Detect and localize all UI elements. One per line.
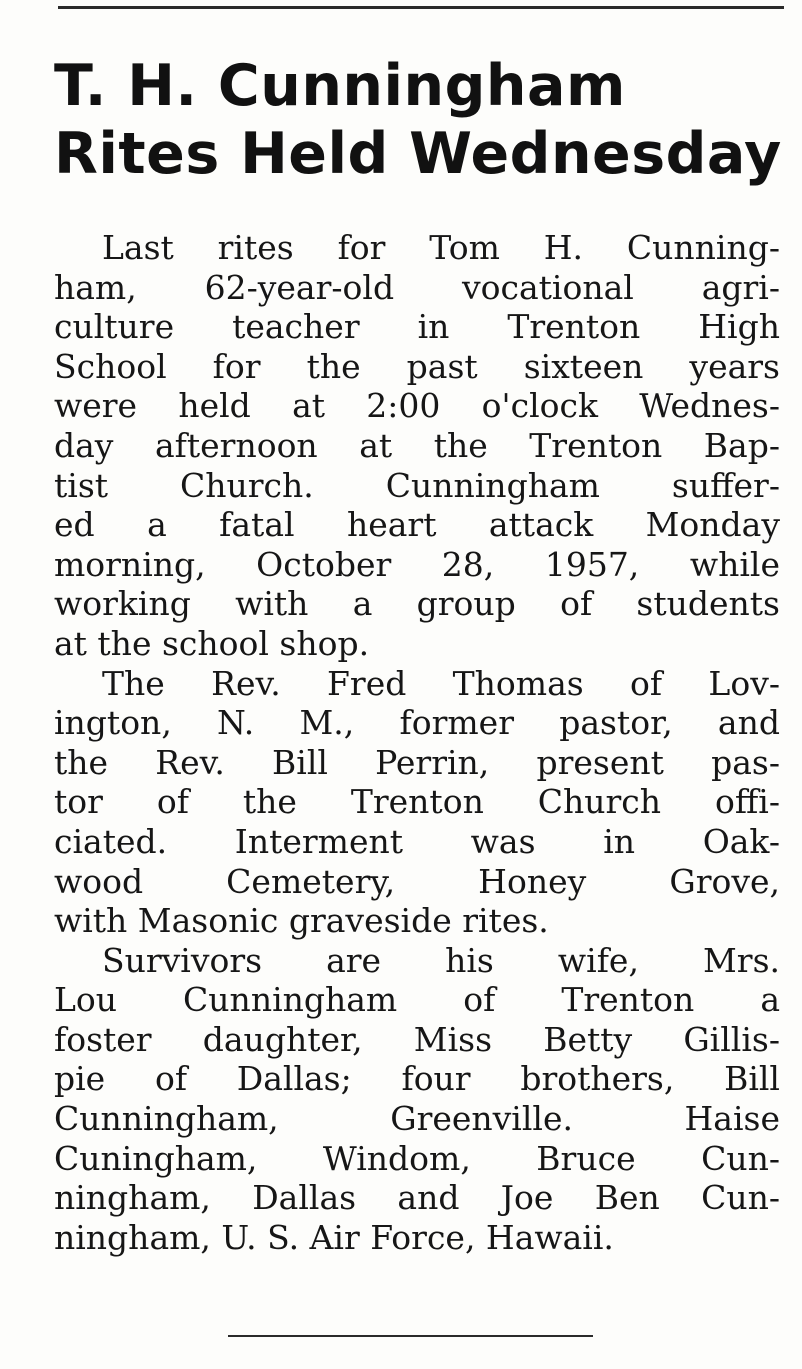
text-line: culture teacher in Trenton High [54,307,780,347]
text-line: at the school shop. [54,623,370,663]
headline [54,52,794,188]
text-line: pie of Dallas; four brothers, Bill [54,1059,780,1099]
text-line: ham, 62-year-old vocational agri- [54,267,780,307]
text-line: foster daughter, Miss Betty Gillis- [54,1019,780,1059]
text-line: day afternoon at the Trenton Bap- [54,425,780,465]
top-rule [58,6,784,9]
text-line: Cunningham, Greenville. Haise [54,1099,780,1139]
text-line: the Rev. Bill Perrin, present pas- [54,742,780,782]
text-line: wood Cemetery, Honey Grove, [54,861,780,901]
article-body [54,228,780,1257]
text-line: Last rites for Tom H. Cunning- [102,228,780,267]
paragraph-survivors [54,941,780,1258]
paragraph-officiants [54,664,780,941]
text-line: tor of the Trenton Church offi- [54,782,780,822]
text-line: working with a group of students [54,584,780,624]
text-line: with Masonic graveside rites. [54,901,549,941]
text-line: ed a fatal heart attack Monday [54,505,780,545]
headline-line: Rites Held Wednesday [54,121,782,187]
bottom-rule [228,1335,593,1337]
text-line: ningham, U. S. Air Force, Hawaii. [54,1217,614,1257]
text-line: tist Church. Cunningham suffer- [54,465,780,505]
text-line: Cuningham, Windom, Bruce Cun- [54,1138,780,1178]
text-line: The Rev. Fred Thomas of Lov- [102,663,780,703]
text-line: ington, N. M., former pastor, and [54,703,780,743]
text-line: morning, October 28, 1957, while [54,544,780,584]
paragraph-service [54,228,780,664]
text-line: School for the past sixteen years [54,346,780,386]
text-line: were held at 2:00 o'clock Wednes- [54,386,780,426]
text-line: ningham, Dallas and Joe Ben Cun- [54,1178,780,1218]
headline-line: T. H. Cunningham [54,53,626,119]
text-line: ciated. Interment was in Oak- [54,821,780,861]
text-line: Survivors are his wife, Mrs. [102,940,780,980]
text-line: Lou Cunningham of Trenton a [54,980,780,1020]
